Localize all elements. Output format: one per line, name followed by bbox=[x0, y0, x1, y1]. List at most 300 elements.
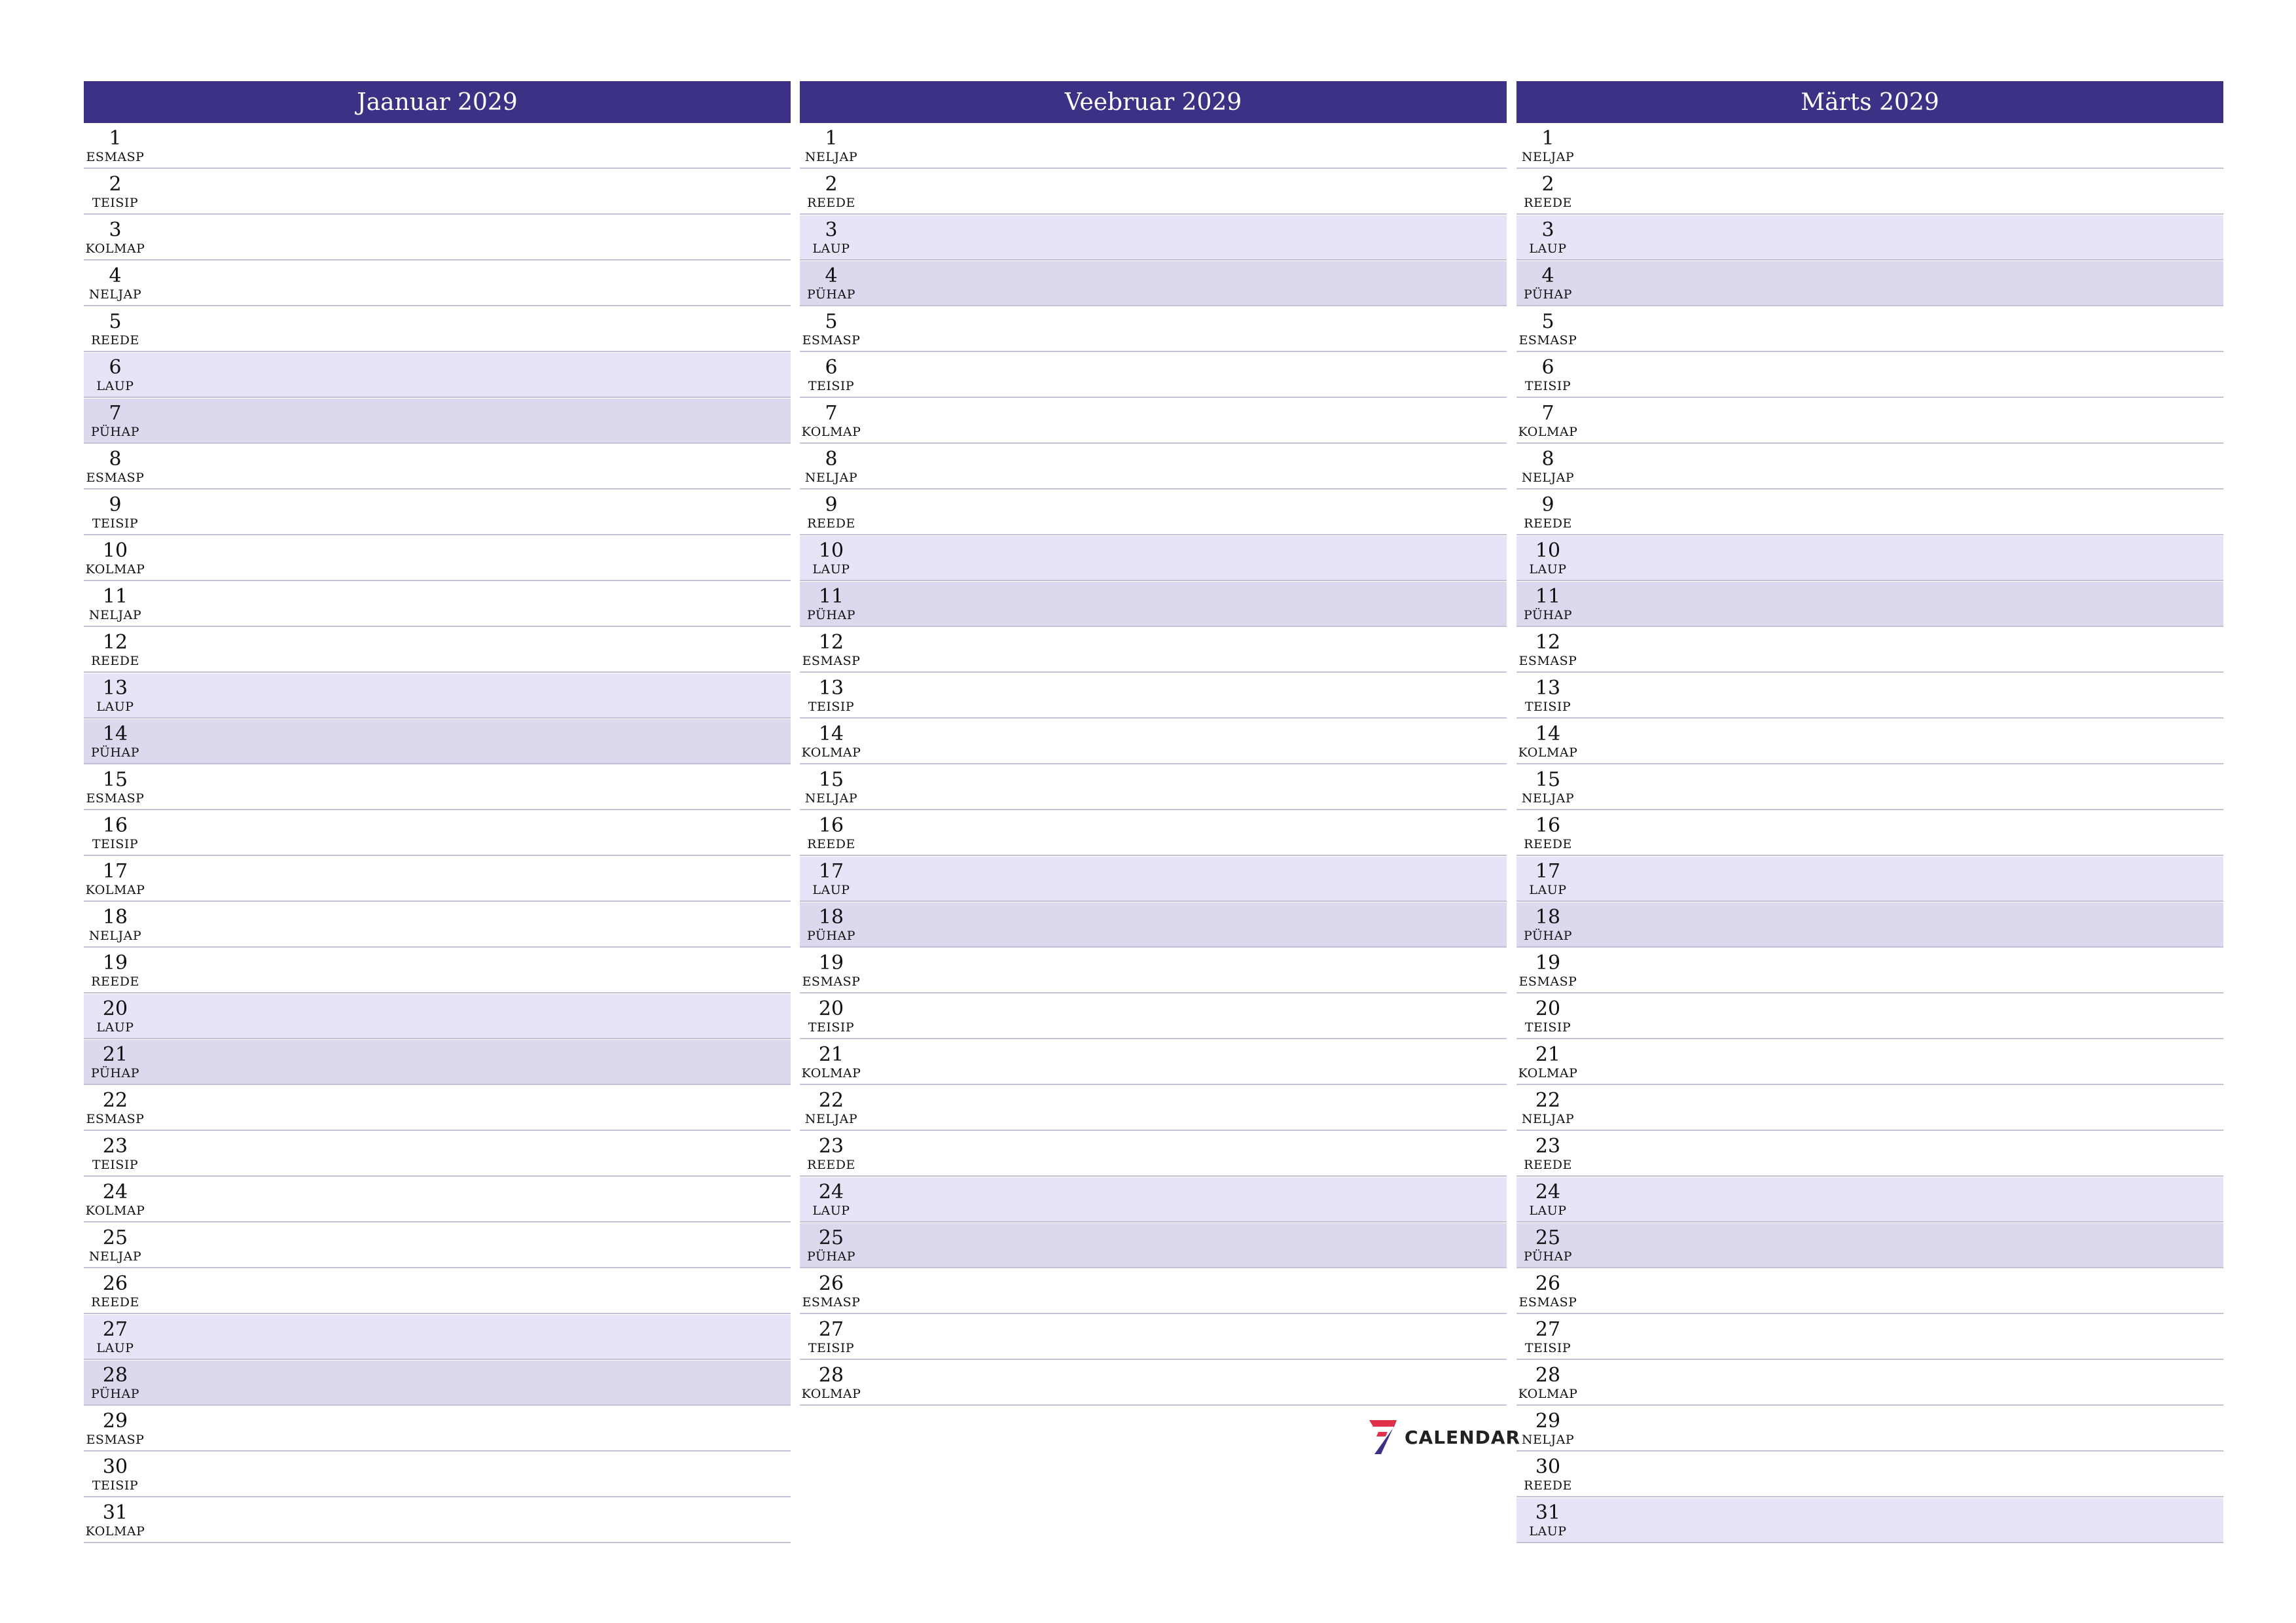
day-number: 8 bbox=[1541, 448, 1554, 471]
day-row bbox=[84, 1361, 791, 1406]
day-number: 9 bbox=[1541, 493, 1554, 516]
day-label bbox=[84, 1132, 147, 1172]
day-row bbox=[800, 490, 1507, 535]
day-row bbox=[1516, 1315, 2223, 1360]
day-label bbox=[84, 307, 147, 348]
day-row bbox=[84, 536, 791, 581]
day-row bbox=[800, 902, 1507, 948]
day-number: 23 bbox=[1535, 1135, 1561, 1158]
day-number: 25 bbox=[818, 1226, 844, 1249]
weekday-name: ESMASP bbox=[86, 791, 145, 806]
day-label bbox=[84, 948, 147, 989]
day-number: 20 bbox=[818, 997, 844, 1020]
month-header bbox=[1516, 81, 2223, 123]
day-row bbox=[84, 1315, 791, 1360]
day-label bbox=[1516, 124, 1579, 164]
day-label bbox=[1516, 1269, 1579, 1310]
weekday-name: REEDE bbox=[1524, 196, 1572, 210]
weekday-name: KOLMAP bbox=[85, 562, 145, 577]
day-label bbox=[84, 1406, 147, 1447]
weekday-name: NELJAP bbox=[1521, 471, 1575, 485]
day-row bbox=[84, 1406, 791, 1452]
day-row bbox=[800, 353, 1507, 398]
day-label bbox=[800, 307, 863, 348]
day-number: 11 bbox=[818, 585, 844, 608]
day-number: 1 bbox=[825, 127, 838, 150]
day-number: 10 bbox=[1535, 539, 1561, 562]
day-row bbox=[1516, 444, 2223, 490]
day-number: 19 bbox=[102, 952, 128, 974]
day-label bbox=[84, 673, 147, 714]
day-row bbox=[84, 1223, 791, 1268]
day-row bbox=[1516, 1086, 2223, 1131]
day-row bbox=[1516, 857, 2223, 902]
day-row bbox=[800, 994, 1507, 1039]
day-row bbox=[1516, 1132, 2223, 1177]
day-number: 21 bbox=[1535, 1043, 1561, 1066]
day-row bbox=[1516, 261, 2223, 306]
weekday-name: ESMASP bbox=[802, 974, 861, 989]
day-label bbox=[800, 444, 863, 485]
day-label bbox=[800, 1361, 863, 1401]
weekday-name: LAUP bbox=[1529, 241, 1567, 256]
day-number: 7 bbox=[1541, 402, 1554, 425]
day-label bbox=[84, 994, 147, 1035]
day-row bbox=[84, 353, 791, 398]
day-number: 18 bbox=[1535, 906, 1561, 929]
day-label bbox=[800, 902, 863, 943]
day-row bbox=[1516, 399, 2223, 444]
day-number: 14 bbox=[1535, 722, 1561, 745]
day-number: 18 bbox=[818, 906, 844, 929]
day-row bbox=[84, 1040, 791, 1085]
day-label bbox=[1516, 444, 1579, 485]
day-row bbox=[800, 1315, 1507, 1360]
weekday-name: REEDE bbox=[91, 654, 139, 668]
day-number: 19 bbox=[818, 952, 844, 974]
day-row bbox=[1516, 765, 2223, 810]
day-number: 30 bbox=[102, 1455, 128, 1478]
day-row bbox=[800, 1269, 1507, 1314]
weekday-name: REEDE bbox=[807, 516, 855, 531]
day-number: 10 bbox=[102, 539, 128, 562]
day-label bbox=[800, 353, 863, 393]
day-label bbox=[1516, 169, 1579, 210]
day-row bbox=[800, 399, 1507, 444]
day-row bbox=[800, 261, 1507, 306]
day-label bbox=[84, 261, 147, 302]
weekday-name: KOLMAP bbox=[801, 1387, 861, 1401]
day-number: 22 bbox=[818, 1089, 844, 1112]
day-number: 20 bbox=[102, 997, 128, 1020]
day-label bbox=[800, 1177, 863, 1218]
weekday-name: REEDE bbox=[807, 837, 855, 851]
day-label bbox=[1516, 719, 1579, 760]
weekday-name: LAUP bbox=[1529, 562, 1567, 577]
day-label bbox=[84, 169, 147, 210]
weekday-name: KOLMAP bbox=[85, 241, 145, 256]
day-number: 9 bbox=[109, 493, 122, 516]
weekday-name: LAUP bbox=[1529, 1204, 1567, 1218]
weekday-name: ESMASP bbox=[802, 1295, 861, 1310]
weekday-name: LAUP bbox=[812, 562, 850, 577]
day-number: 3 bbox=[109, 219, 122, 241]
weekday-name: KOLMAP bbox=[1518, 1066, 1578, 1080]
weekday-name: REEDE bbox=[91, 974, 139, 989]
month-header bbox=[800, 81, 1507, 123]
day-label bbox=[1516, 536, 1579, 577]
day-number: 16 bbox=[102, 814, 128, 837]
day-label bbox=[800, 399, 863, 439]
day-row bbox=[1516, 948, 2223, 993]
day-number: 13 bbox=[818, 677, 844, 700]
weekday-name: ESMASP bbox=[802, 654, 861, 668]
day-label bbox=[800, 948, 863, 989]
day-number: 16 bbox=[818, 814, 844, 837]
weekday-name: PÜHAP bbox=[806, 929, 856, 943]
day-label bbox=[84, 399, 147, 439]
day-label bbox=[84, 1223, 147, 1264]
day-row bbox=[800, 857, 1507, 902]
day-number: 22 bbox=[102, 1089, 128, 1112]
day-label bbox=[800, 582, 863, 622]
day-label bbox=[1516, 994, 1579, 1035]
day-number: 7 bbox=[109, 402, 122, 425]
day-number: 6 bbox=[1541, 356, 1554, 379]
day-number: 6 bbox=[825, 356, 838, 379]
weekday-name: KOLMAP bbox=[801, 745, 861, 760]
month-title: Jaanuar 2029 bbox=[357, 88, 518, 116]
day-list bbox=[1516, 124, 2223, 1543]
day-row bbox=[800, 1040, 1507, 1085]
day-number: 5 bbox=[825, 310, 838, 333]
month-title: Veebruar 2029 bbox=[1064, 88, 1242, 116]
weekday-name: REEDE bbox=[807, 196, 855, 210]
day-number: 2 bbox=[1541, 173, 1554, 196]
day-label bbox=[800, 765, 863, 806]
day-row bbox=[1516, 994, 2223, 1039]
day-row bbox=[1516, 1361, 2223, 1406]
weekday-name: NELJAP bbox=[804, 471, 858, 485]
weekday-name: LAUP bbox=[812, 883, 850, 897]
day-number: 28 bbox=[818, 1364, 844, 1387]
day-label bbox=[1516, 628, 1579, 668]
day-number: 1 bbox=[1541, 127, 1554, 150]
day-label bbox=[800, 1086, 863, 1126]
day-number: 30 bbox=[1535, 1455, 1561, 1478]
day-row bbox=[1516, 1452, 2223, 1497]
weekday-name: LAUP bbox=[1529, 883, 1567, 897]
day-number: 11 bbox=[1535, 585, 1561, 608]
day-row bbox=[800, 444, 1507, 490]
weekday-name: TEISIP bbox=[92, 196, 139, 210]
day-label bbox=[84, 124, 147, 164]
month-column-february bbox=[800, 81, 1507, 1406]
day-number: 31 bbox=[1535, 1501, 1561, 1524]
day-label bbox=[800, 673, 863, 714]
day-number: 12 bbox=[818, 631, 844, 654]
day-row bbox=[84, 857, 791, 902]
weekday-name: KOLMAP bbox=[801, 425, 861, 439]
weekday-name: TEISIP bbox=[808, 1341, 855, 1355]
day-label bbox=[800, 169, 863, 210]
day-row bbox=[800, 582, 1507, 627]
weekday-name: NELJAP bbox=[1521, 791, 1575, 806]
day-label bbox=[1516, 1086, 1579, 1126]
day-label bbox=[800, 1269, 863, 1310]
day-number: 14 bbox=[102, 722, 128, 745]
weekday-name: PÜHAP bbox=[90, 1387, 140, 1401]
day-row bbox=[1516, 1177, 2223, 1222]
day-row bbox=[84, 307, 791, 352]
day-label bbox=[800, 994, 863, 1035]
day-number: 15 bbox=[1535, 768, 1561, 791]
day-label bbox=[1516, 399, 1579, 439]
day-row bbox=[1516, 673, 2223, 719]
day-label bbox=[84, 1498, 147, 1539]
day-label bbox=[1516, 1498, 1579, 1539]
weekday-name: PÜHAP bbox=[1523, 287, 1573, 302]
weekday-name: ESMASP bbox=[86, 1112, 145, 1126]
day-label bbox=[84, 444, 147, 485]
day-number: 5 bbox=[109, 310, 122, 333]
day-row bbox=[84, 811, 791, 856]
day-label bbox=[1516, 673, 1579, 714]
day-label bbox=[1516, 1361, 1579, 1401]
day-number: 1 bbox=[109, 127, 122, 150]
weekday-name: NELJAP bbox=[804, 150, 858, 164]
weekday-name: NELJAP bbox=[88, 608, 142, 622]
day-row bbox=[800, 673, 1507, 719]
day-row bbox=[84, 994, 791, 1039]
day-row bbox=[84, 673, 791, 719]
weekday-name: TEISIP bbox=[92, 1478, 139, 1493]
day-row bbox=[84, 582, 791, 627]
day-row bbox=[800, 124, 1507, 169]
weekday-name: REEDE bbox=[1524, 1158, 1572, 1172]
day-label bbox=[84, 765, 147, 806]
day-row bbox=[84, 765, 791, 810]
day-number: 26 bbox=[818, 1272, 844, 1295]
day-number: 15 bbox=[818, 768, 844, 791]
day-row bbox=[800, 307, 1507, 352]
day-row bbox=[800, 1223, 1507, 1268]
day-row bbox=[84, 399, 791, 444]
day-row bbox=[84, 1269, 791, 1314]
day-row bbox=[1516, 811, 2223, 856]
day-row bbox=[84, 261, 791, 306]
day-number: 21 bbox=[818, 1043, 844, 1066]
day-number: 26 bbox=[102, 1272, 128, 1295]
day-row bbox=[84, 1498, 791, 1543]
day-row bbox=[800, 1086, 1507, 1131]
day-label bbox=[800, 811, 863, 851]
day-row bbox=[84, 169, 791, 215]
day-row bbox=[84, 902, 791, 948]
day-row bbox=[1516, 719, 2223, 764]
day-label bbox=[84, 1269, 147, 1310]
day-list bbox=[800, 124, 1507, 1406]
day-number: 8 bbox=[825, 448, 838, 471]
day-row bbox=[1516, 1269, 2223, 1314]
day-label bbox=[1516, 490, 1579, 531]
day-row bbox=[84, 124, 791, 169]
day-row bbox=[800, 1177, 1507, 1222]
weekday-name: PÜHAP bbox=[1523, 1249, 1573, 1264]
day-number: 13 bbox=[1535, 677, 1561, 700]
day-label bbox=[800, 536, 863, 577]
day-label bbox=[800, 215, 863, 256]
day-number: 4 bbox=[825, 264, 838, 287]
weekday-name: TEISIP bbox=[808, 1020, 855, 1035]
day-label bbox=[84, 1086, 147, 1126]
weekday-name: TEISIP bbox=[808, 700, 855, 714]
day-number: 13 bbox=[102, 677, 128, 700]
weekday-name: LAUP bbox=[96, 1020, 134, 1035]
day-row bbox=[800, 628, 1507, 673]
day-label bbox=[84, 902, 147, 943]
day-label bbox=[84, 628, 147, 668]
day-number: 12 bbox=[1535, 631, 1561, 654]
day-row bbox=[1516, 307, 2223, 352]
day-row bbox=[800, 1361, 1507, 1406]
day-row bbox=[84, 215, 791, 260]
day-label bbox=[800, 1040, 863, 1080]
weekday-name: TEISIP bbox=[1524, 1341, 1571, 1355]
day-number: 27 bbox=[1535, 1318, 1561, 1341]
weekday-name: LAUP bbox=[812, 1204, 850, 1218]
day-number: 10 bbox=[818, 539, 844, 562]
day-row bbox=[84, 628, 791, 673]
day-number: 22 bbox=[1535, 1089, 1561, 1112]
day-label bbox=[84, 1315, 147, 1355]
month-header bbox=[84, 81, 791, 123]
weekday-name: KOLMAP bbox=[1518, 745, 1578, 760]
weekday-name: TEISIP bbox=[1524, 1020, 1571, 1035]
weekday-name: KOLMAP bbox=[85, 1204, 145, 1218]
day-number: 8 bbox=[109, 448, 122, 471]
day-row bbox=[800, 811, 1507, 856]
weekday-name: REEDE bbox=[91, 333, 139, 348]
weekday-name: NELJAP bbox=[88, 287, 142, 302]
day-number: 9 bbox=[825, 493, 838, 516]
day-label bbox=[800, 628, 863, 668]
day-number: 15 bbox=[102, 768, 128, 791]
month-column-january bbox=[84, 81, 791, 1543]
day-number: 25 bbox=[102, 1226, 128, 1249]
day-row bbox=[800, 765, 1507, 810]
day-number: 12 bbox=[102, 631, 128, 654]
day-label bbox=[84, 490, 147, 531]
seven-calendar-logo-icon bbox=[1368, 1419, 1398, 1455]
day-label bbox=[84, 1361, 147, 1401]
day-row bbox=[1516, 582, 2223, 627]
day-list bbox=[84, 124, 791, 1543]
day-number: 28 bbox=[102, 1364, 128, 1387]
day-row bbox=[84, 444, 791, 490]
day-label bbox=[1516, 902, 1579, 943]
day-label bbox=[84, 811, 147, 851]
month-title: Märts 2029 bbox=[1801, 88, 1939, 116]
day-number: 11 bbox=[102, 585, 128, 608]
weekday-name: NELJAP bbox=[1521, 150, 1575, 164]
day-label bbox=[800, 1132, 863, 1172]
day-number: 17 bbox=[818, 860, 844, 883]
day-number: 19 bbox=[1535, 952, 1561, 974]
day-number: 18 bbox=[102, 906, 128, 929]
day-label bbox=[84, 1177, 147, 1218]
weekday-name: LAUP bbox=[96, 1341, 134, 1355]
day-row bbox=[1516, 215, 2223, 260]
day-row bbox=[84, 1452, 791, 1497]
day-label bbox=[800, 124, 863, 164]
day-row bbox=[800, 536, 1507, 581]
day-label bbox=[84, 215, 147, 256]
weekday-name: ESMASP bbox=[802, 333, 861, 348]
weekday-name: TEISIP bbox=[92, 837, 139, 851]
weekday-name: LAUP bbox=[96, 379, 134, 393]
brand-logo bbox=[1368, 1419, 1520, 1455]
day-label bbox=[1516, 948, 1579, 989]
weekday-name: NELJAP bbox=[88, 1249, 142, 1264]
day-number: 16 bbox=[1535, 814, 1561, 837]
day-label bbox=[84, 1452, 147, 1493]
weekday-name: ESMASP bbox=[86, 471, 145, 485]
logo-text: CALENDAR bbox=[1405, 1426, 1521, 1448]
weekday-name: ESMASP bbox=[86, 1433, 145, 1447]
day-row bbox=[84, 1177, 791, 1222]
day-label bbox=[1516, 811, 1579, 851]
day-number: 23 bbox=[818, 1135, 844, 1158]
weekday-name: NELJAP bbox=[804, 1112, 858, 1126]
weekday-name: KOLMAP bbox=[1518, 1387, 1578, 1401]
day-label bbox=[800, 1315, 863, 1355]
day-label bbox=[84, 536, 147, 577]
weekday-name: TEISIP bbox=[92, 516, 139, 531]
day-number: 3 bbox=[1541, 219, 1554, 241]
weekday-name: KOLMAP bbox=[85, 1524, 145, 1539]
weekday-name: ESMASP bbox=[1518, 333, 1577, 348]
day-label bbox=[1516, 1452, 1579, 1493]
day-label bbox=[1516, 765, 1579, 806]
day-label bbox=[84, 582, 147, 622]
weekday-name: PÜHAP bbox=[806, 608, 856, 622]
day-number: 31 bbox=[102, 1501, 128, 1524]
day-row bbox=[1516, 1040, 2223, 1085]
day-number: 24 bbox=[818, 1181, 844, 1204]
day-number: 4 bbox=[1541, 264, 1554, 287]
day-label bbox=[84, 353, 147, 393]
day-row bbox=[84, 719, 791, 764]
weekday-name: REEDE bbox=[91, 1295, 139, 1310]
day-number: 7 bbox=[825, 402, 838, 425]
day-label bbox=[1516, 307, 1579, 348]
day-row bbox=[1516, 124, 2223, 169]
weekday-name: REEDE bbox=[1524, 516, 1572, 531]
day-label bbox=[84, 719, 147, 760]
day-label bbox=[1516, 1223, 1579, 1264]
weekday-name: REEDE bbox=[807, 1158, 855, 1172]
day-number: 2 bbox=[109, 173, 122, 196]
weekday-name: TEISIP bbox=[808, 379, 855, 393]
day-number: 29 bbox=[1535, 1410, 1561, 1433]
weekday-name: LAUP bbox=[812, 241, 850, 256]
day-row bbox=[1516, 169, 2223, 215]
day-label bbox=[800, 719, 863, 760]
day-number: 27 bbox=[102, 1318, 128, 1341]
day-number: 28 bbox=[1535, 1364, 1561, 1387]
weekday-name: KOLMAP bbox=[1518, 425, 1578, 439]
